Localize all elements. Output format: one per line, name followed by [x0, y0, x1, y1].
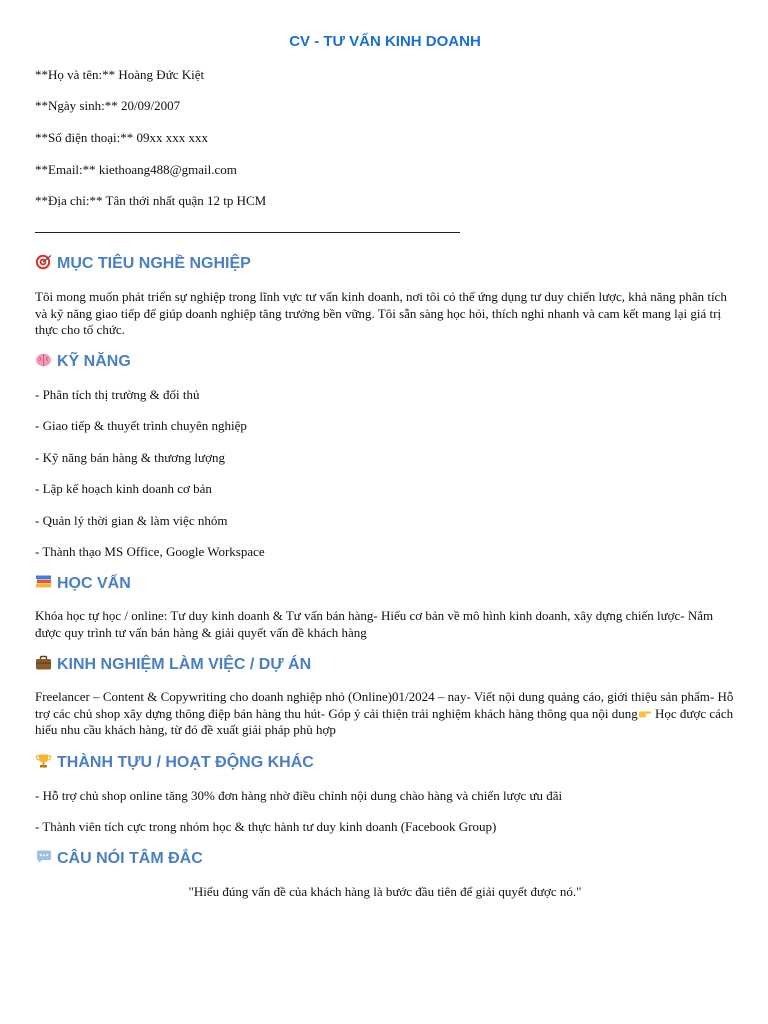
skill-item: - Quản lý thời gian & làm việc nhóm: [35, 513, 228, 528]
motto-heading: [35, 849, 203, 869]
motto-quote: "Hiểu đúng vấn đề của khách hàng là bước đầu tiên để giải quyết được nó.": [188, 884, 582, 899]
skill-item: - Thành thạo MS Office, Google Workspace: [35, 544, 265, 559]
education-heading: [35, 574, 131, 594]
divider-line: [35, 232, 460, 233]
motto-heading-text: CÂU NÓI TÂM ĐẮC: [57, 850, 203, 867]
achievements-heading: [35, 753, 314, 773]
experience-heading: [35, 655, 311, 675]
brain-icon: [35, 352, 53, 368]
books-icon: [35, 574, 53, 590]
skill-item: - Lập kế hoạch kinh doanh cơ bản: [35, 481, 212, 496]
skill-item: - Kỹ năng bán hàng & thương lượng: [35, 450, 225, 465]
experience-heading-text: KINH NGHIỆM LÀM VIỆC / DỰ ÁN: [57, 656, 312, 673]
address-line: **Địa chỉ:** Tân thới nhất quận 12 tp HCM: [35, 193, 267, 208]
birthdate-line: **Ngày sinh:** 20/09/2007: [35, 98, 181, 113]
experience-text: [35, 689, 735, 739]
achievement-item: - Thành viên tích cực trong nhóm học & thực hành tư duy kinh doanh (Facebook Group): [35, 819, 497, 834]
speech-bubble-icon: [35, 849, 53, 865]
phone-line: **Số điện thoại:** 09xx xxx xxx: [35, 130, 208, 145]
education-text: Khóa học tự học / online: Tư duy kinh doanh & Tư vấn bán hàng- Hiểu cơ bản về mô hình kinh doanh, xây dựng chiến lược- Nắm được quy trình tư vấn bán hàng & giải quyết vấn đề khách hàng: [35, 608, 714, 640]
objective-heading: [35, 254, 251, 274]
experience-text-part: Học được cách hiểu nhu cầu khách hàng, từ đó đề xuất giải pháp phù hợp: [35, 705, 734, 737]
cv-page: [35, 0, 735, 1024]
education-heading-text: HỌC VẤN: [57, 575, 131, 592]
briefcase-icon: [35, 655, 53, 671]
achievement-item: - Hỗ trợ chủ shop online tăng 30% đơn hàng nhờ điều chỉnh nội dung chào hàng và chiến lược ưu đãi: [35, 788, 563, 803]
email-line: **Email:** kiethoang488@gmail.com: [35, 162, 237, 177]
trophy-icon: [35, 753, 53, 769]
skill-item: - Phân tích thị trường & đối thủ: [35, 387, 200, 402]
target-icon: [35, 254, 53, 270]
achievements-heading-text: THÀNH TỰU / HOẠT ĐỘNG KHÁC: [57, 754, 314, 771]
name-line: **Họ và tên:** Hoàng Đức Kiệt: [35, 67, 205, 82]
pointing-hand-icon: [638, 708, 652, 719]
skill-item: - Giao tiếp & thuyết trình chuyên nghiệp: [35, 418, 247, 433]
objective-heading-text: MỤC TIÊU NGHỀ NGHIỆP: [57, 255, 251, 272]
page-title: CV - TƯ VẤN KINH DOANH: [289, 33, 481, 50]
skills-heading-text: KỸ NĂNG: [57, 353, 131, 370]
objective-text: Tôi mong muốn phát triển sự nghiệp trong lĩnh vực tư vấn kinh doanh, nơi tôi có thể ứng dụng tư duy chiến lược, khả năng phân tích và kỹ năng giao tiếp để giúp doanh nghiệp tăng trưởng bền vững. Tôi sẵn sàng học hỏi, thích nghi nhanh và cam kết mang lại giá trị thực cho tổ chức.: [35, 289, 727, 337]
skills-heading: [35, 352, 131, 372]
experience-text-part: Freelancer – Content & Copywriting cho doanh nghiệp nhỏ (Online)01/2024 – nay- Viết nội dung quảng cáo, giới thiệu sản phẩm- Hỗ trợ các chủ shop xây dựng thông điệp bán hàng thu hút- Góp ý cải thiện trải nghiệm khách hàng thông qua nội dung: [35, 689, 734, 721]
